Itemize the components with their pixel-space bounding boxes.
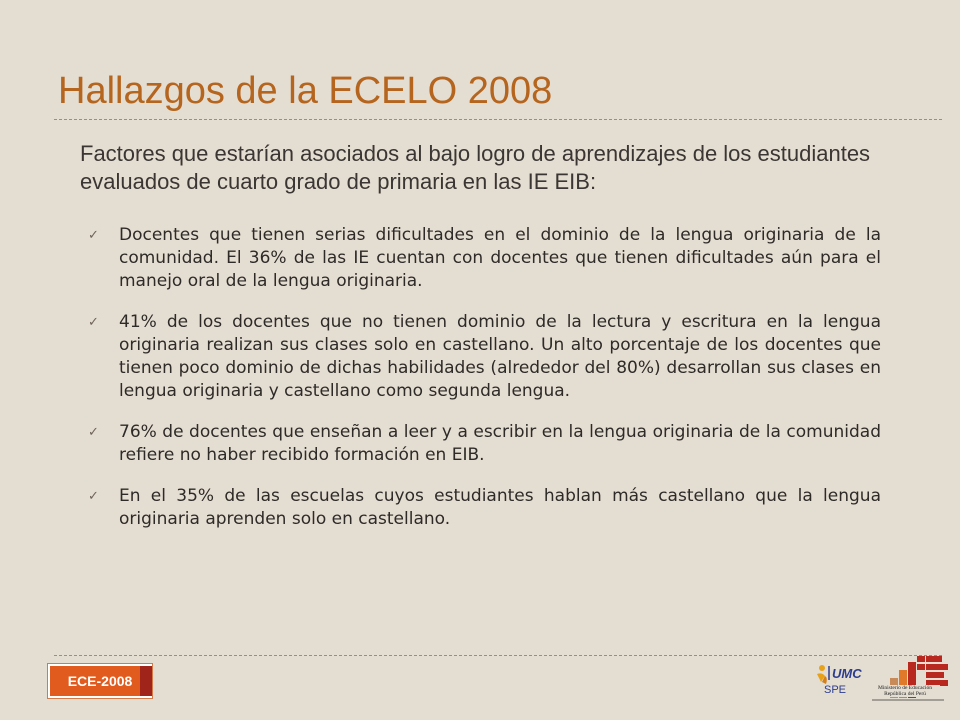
ministry-country: República del Perú (884, 691, 926, 697)
checkmark-icon: ✓ (88, 315, 99, 330)
ministry-name: Ministerio de Educación (877, 685, 933, 691)
finding-text: Docentes que tienen serias dificultades en el dominio de la lengua originaria de la comunidad. El 36% de las IE cuentan con docentes que tienen dificultades aún para el manejo oral de la lengua originaria. (119, 225, 881, 291)
finding-text: 76% de docentes que enseñan a leer y a escribir en la lengua originaria de la comunidad refiere no haber recibido formación en EIB. (119, 422, 881, 465)
ece-badge-tab (140, 666, 152, 696)
finding-item (88, 421, 881, 467)
checkmark-icon: ✓ (88, 489, 99, 504)
finding-item (88, 224, 881, 293)
finding-text: 41% de los docentes que no tienen dominio de la lectura y escritura en la lengua originaria realizan sus clases solo en castellano. Un alto porcentaje de los docentes que tienen poco dominio de dichas habilidades (alrededor del 80%) desarrollan sus clases en lengua originaria y castellano como segunda lengua. (119, 312, 881, 401)
slide-subtitle: Factores que estarían asociados al bajo logro de aprendizajes de los estudiantes evaluados de cuarto grado de primaria en las IE EIB: (80, 141, 871, 194)
finding-text: En el 35% de las escuelas cuyos estudiantes hablan más castellano que la lengua originaria aprenden solo en castellano. (119, 486, 881, 529)
findings-list (88, 224, 881, 549)
ece-badge: ECE-2008 (48, 664, 152, 698)
spe-label: SPE (824, 684, 847, 696)
finding-item (88, 485, 881, 531)
ministry-label (870, 685, 940, 697)
finding-item (88, 311, 881, 403)
checkmark-icon: ✓ (88, 425, 99, 440)
umc-label: UMC (832, 666, 862, 681)
checkmark-icon: ✓ (88, 228, 99, 243)
slide-title: Hallazgos de la ECELO 2008 (58, 70, 553, 112)
footer-divider (54, 655, 942, 656)
title-divider (54, 119, 942, 120)
